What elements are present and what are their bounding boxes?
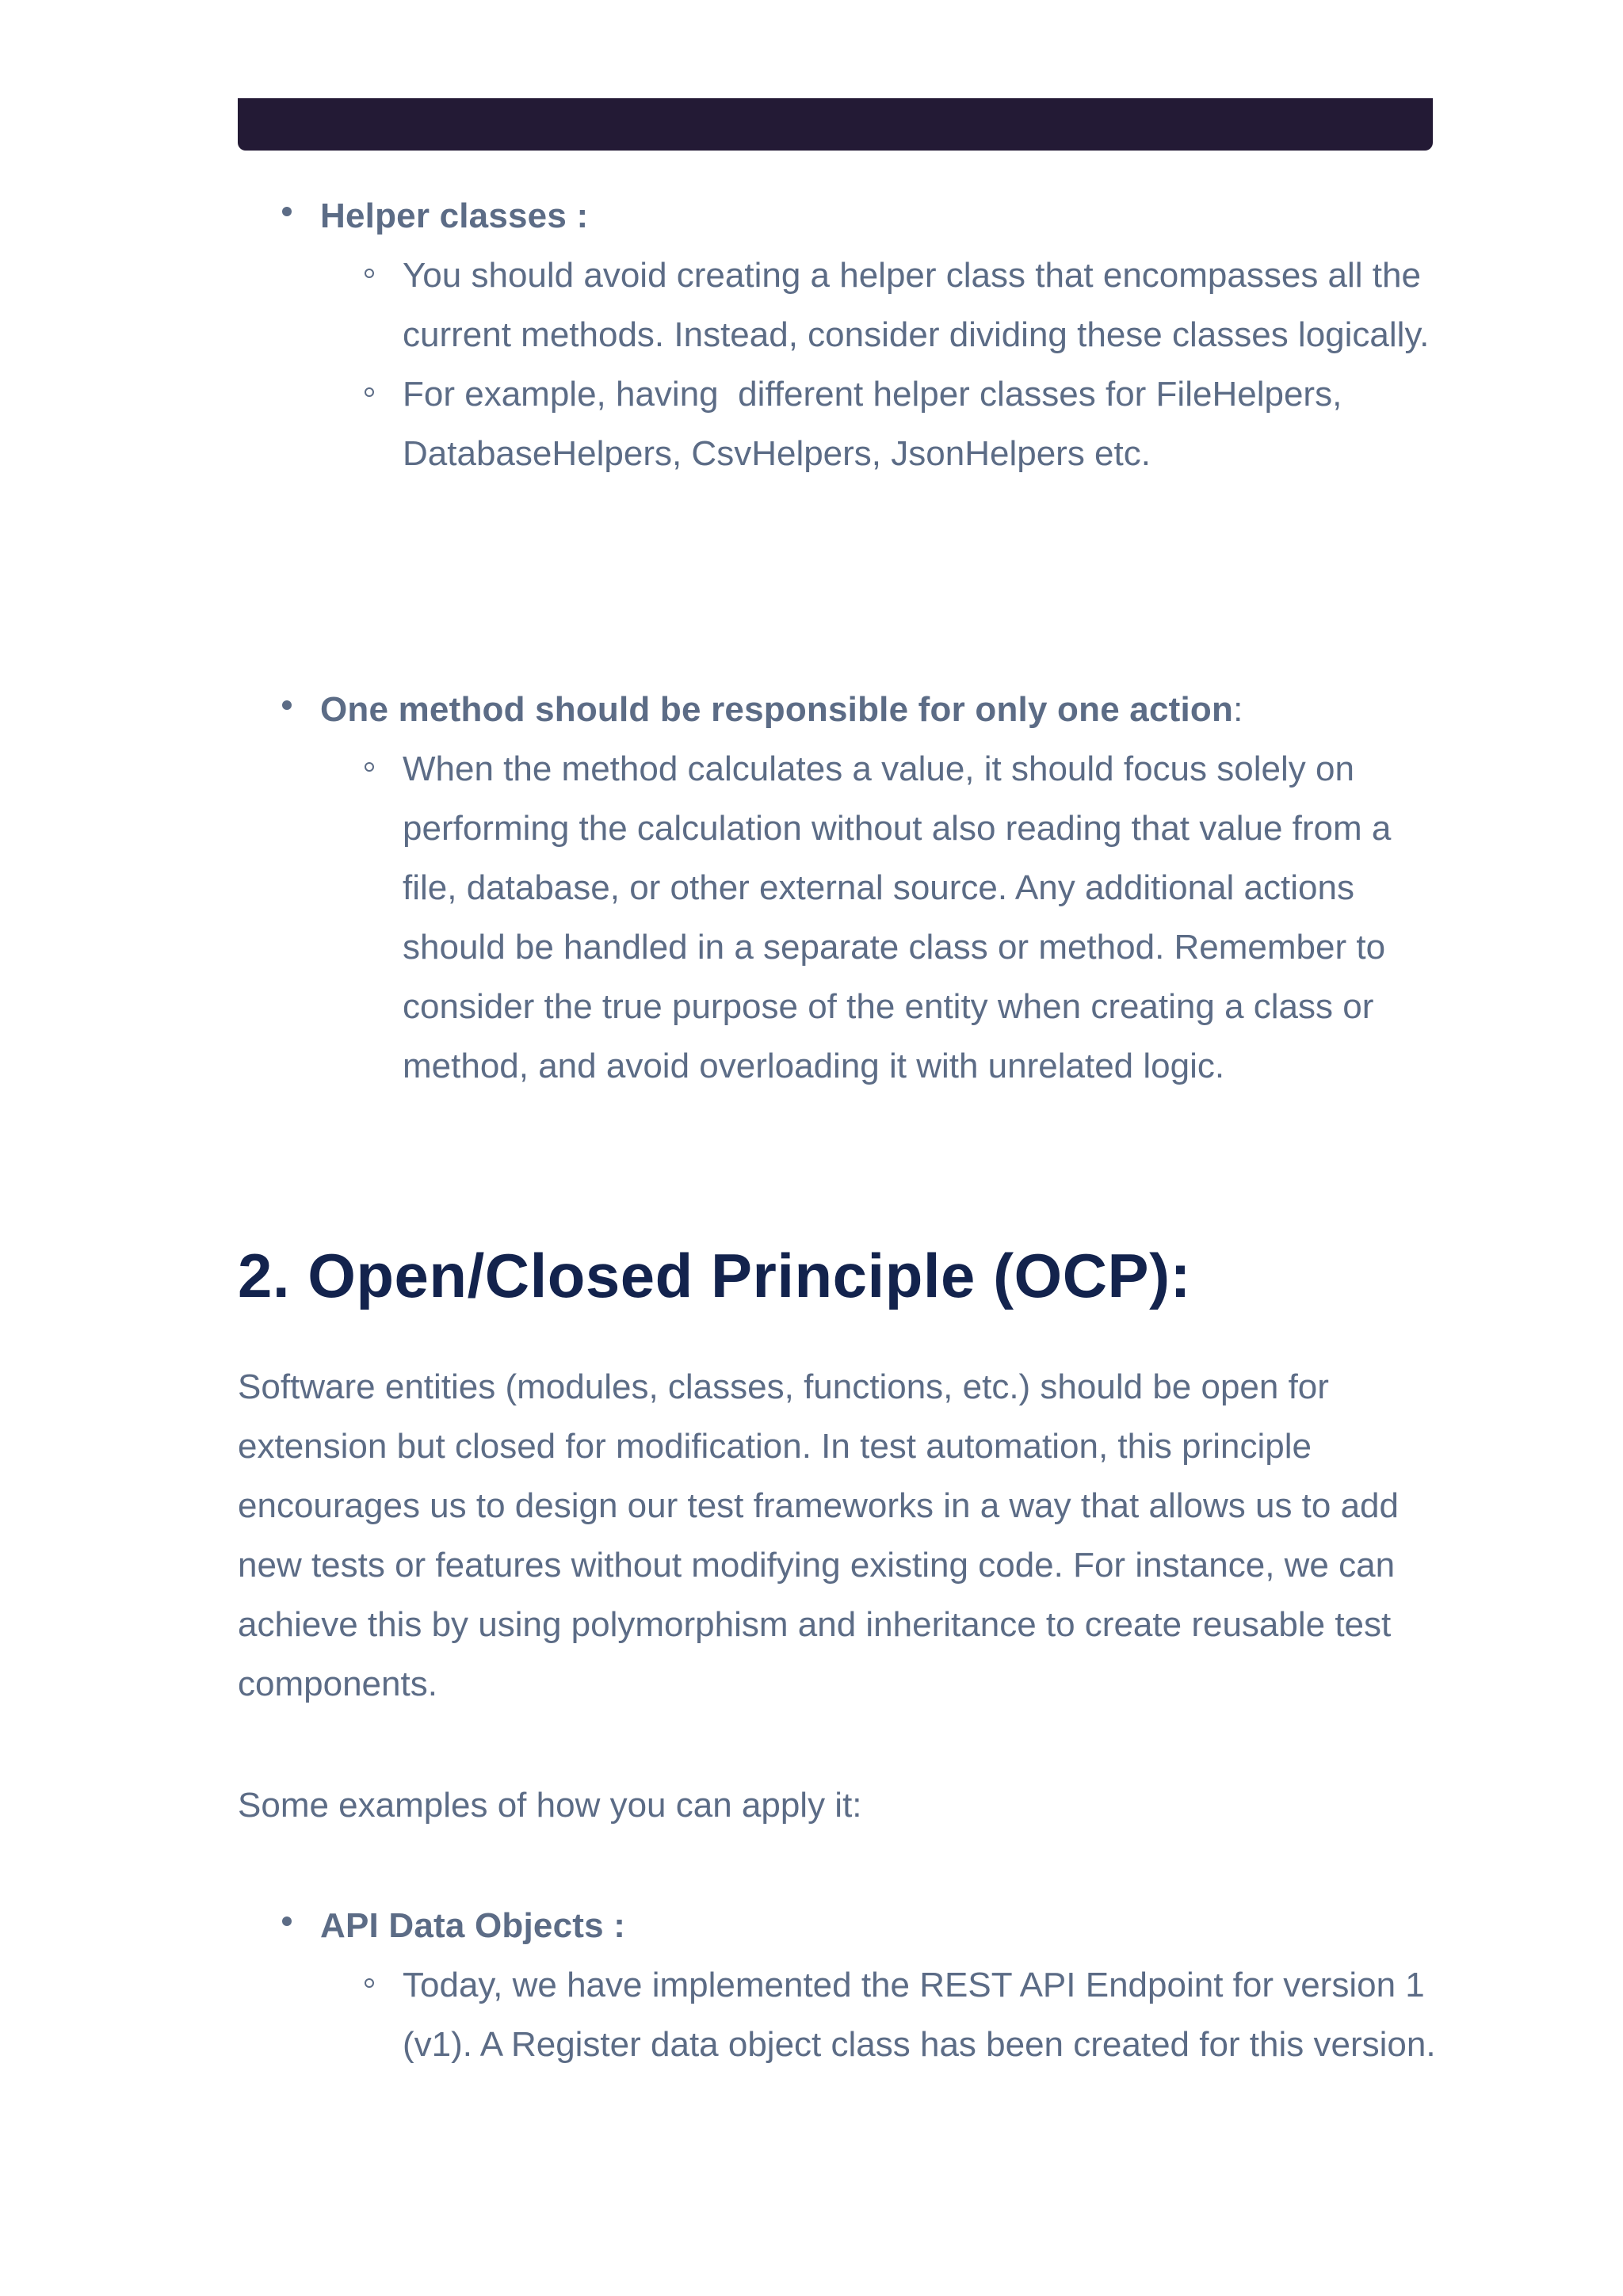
list-helper-classes [238,186,1442,483]
section-heading: 2. Open/Closed Principle (OCP): [238,1241,1192,1310]
item-title: One method should be responsible for only one action [320,690,1234,729]
list-item [238,186,1442,483]
list-single-action [238,680,1442,1096]
item-title: Helper classes [320,196,567,235]
circle-bullet-icon [365,269,374,278]
item-title-suffix: : [603,1906,626,1945]
sub-item-text: Today, we have implemented the REST API Endpoint for version 1 (v1). A Register data object class has been created for this version. [403,1966,1436,2064]
circle-bullet-icon [365,1978,374,1988]
sub-list-item [320,739,1442,1096]
body-paragraph: Software entities (modules, classes, functions, etc.) should be open for extension but closed for modification. In test automation, this principle encourages us to design our test frameworks in a way that allows us to add new tests or features without modifying existing code. For instance, we can achieve this by using polymorphism and inheritance to create reusable test components. [238,1367,1399,1703]
item-title-suffix: : [1233,690,1243,729]
circle-bullet-icon [365,387,374,397]
bullet-icon [282,1917,292,1926]
body-paragraph: Some examples of how you can apply it: [238,1786,862,1825]
sub-item-text: You should avoid creating a helper class that encompasses all the current methods. Instead, consider dividing these classes logically. [403,256,1431,354]
list-item [238,1896,1442,2074]
item-title: API Data Objects [320,1906,604,1945]
sub-item-text: When the method calculates a value, it should focus solely on performing the calculation without also reading that value from a file, database, or other external source. Any additional actions should be handled in a separate class or method. Remember to consider the true purpose of the entity when creating a class or method, and avoid overloading it with unrelated logic. [403,749,1401,1085]
sub-list-item [320,1955,1442,2074]
bullet-icon [282,207,292,216]
sub-list-item [320,246,1442,364]
item-title-suffix: : [567,196,589,235]
code-block-bottom [238,98,1433,151]
sub-item-text: For example, having different helper classes for FileHelpers, DatabaseHelpers, CsvHelpers, JsonHelpers etc. [403,375,1352,473]
sub-list-item [320,364,1442,483]
list-examples [238,1896,1442,2074]
list-item [238,680,1442,1096]
circle-bullet-icon [365,762,374,772]
bullet-icon [282,700,292,710]
